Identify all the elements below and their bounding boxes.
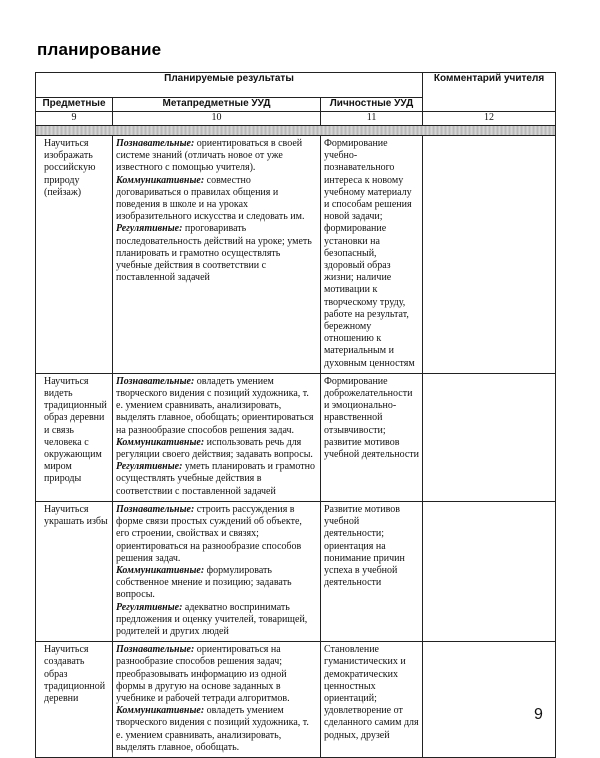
personal-result-cell (321, 642, 423, 758)
meta-paragraph (116, 504, 317, 565)
uud-description: уметь планировать и грамотно осуществлять учебные действия в соответствии с поставленной задачей (116, 461, 315, 497)
personal-result-cell (321, 501, 423, 641)
table-row (36, 501, 556, 641)
personal-result-text: Формирование учебно-познавательного интереса к новому учебному материалу и способам решения новой задачи; формирование установки на безопасный, здоровый образ жизни; наличие мотивации к творческому труду, работе на результат, бережному отношению к материальным и духовным ценностям (324, 138, 415, 369)
meta-subject-cell (113, 501, 321, 641)
subject-result-cell (36, 136, 113, 374)
page-heading: планирование (37, 40, 162, 59)
teacher-comment-text (423, 502, 555, 507)
uud-type-label: Познавательные: (116, 644, 195, 656)
planned-results-header: Планируемые результаты (36, 73, 423, 98)
uud-type-label: Познавательные: (116, 138, 195, 149)
uud-type-label: Коммуникативные: (116, 705, 205, 717)
uud-description: строить рассуждения в форме связи простых суждений об объекте, его строении, свойствах и связях; ориентироваться на разнообразие способов решения задач. (116, 503, 302, 564)
subject-result-cell (36, 501, 113, 641)
meta-subject-cell (113, 642, 321, 758)
subject-result-text: Научиться украшать избы (44, 503, 108, 528)
meta-paragraph (116, 705, 317, 754)
meta-paragraph (116, 602, 317, 639)
personal-result-cell (321, 136, 423, 374)
meta-paragraph (116, 223, 317, 284)
column-number: 9 (36, 112, 113, 126)
teacher-comment-cell (423, 642, 556, 758)
uud-description: ориентироваться на разнообразие способов решения задач; преобразовывать информацию из одной формы в другую на основе заданных в учебнике и рабочей тетради алгоритмов. (116, 644, 290, 704)
meta-subject-cell (113, 136, 321, 374)
uud-description: овладеть умением творческого видения с позиций художника, т. е. умением сравнивать, анализировать, выделять главное, обобщать. (116, 705, 309, 753)
uud-type-label: Регулятивные: (116, 601, 183, 613)
teacher-comment-text (423, 136, 555, 141)
subject-result-cell (36, 642, 113, 758)
page-number: 9 (534, 706, 543, 723)
meta-paragraph (116, 376, 317, 437)
meta-paragraph (116, 644, 317, 705)
uud-type-label: Познавательные: (116, 375, 195, 387)
meta-paragraph (116, 461, 317, 498)
subject-result-cell (36, 373, 113, 501)
column-number: 12 (423, 112, 556, 126)
uud-description: ориентироваться в своей системе знаний (отличать новое от уже известного с помощью учителя). (116, 138, 303, 174)
uud-type-label: Регулятивные: (116, 223, 183, 235)
subject-result-text: Научиться создавать образ традиционной деревни (44, 644, 106, 704)
table-row (36, 373, 556, 501)
meta-paragraph (116, 565, 317, 602)
section-band (36, 126, 556, 136)
uud-type-label: Регулятивные: (116, 461, 183, 473)
table-row (36, 642, 556, 758)
subject-results-header: Предметные (36, 98, 113, 112)
column-number: 11 (321, 112, 423, 126)
uud-description: совместно договариваться о правилах общения и поведения в школе и на уроках изобразительного искусства и следовать им. (116, 174, 305, 223)
teacher-comment-text (423, 642, 555, 647)
meta-subject-cell (113, 373, 321, 501)
uud-description: использовать речь для регуляции своего действия; задавать вопросы. (116, 436, 313, 461)
uud-description: овладеть умением творческого видения с позиций художника, т. е. умением сравнивать, анализировать, выделять главное, обобщать; ориентироваться на разнообразие способов решения задач. (116, 375, 314, 436)
uud-description: формулировать собственное мнение и позицию; задавать вопросы. (116, 564, 292, 601)
uud-type-label: Коммуникативные: (116, 436, 205, 448)
meta-paragraph (116, 437, 317, 461)
table-row (36, 136, 556, 374)
planning-table (35, 72, 556, 758)
column-number: 10 (113, 112, 321, 126)
teacher-comment-text (423, 374, 555, 379)
teacher-comment-cell (423, 373, 556, 501)
meta-subject-header: Метапредметные УУД (113, 98, 321, 112)
uud-description: проговаривать последовательность действий на уроке; уметь планировать и грамотно осуществлять учебные действия в соответствии с поставленной задачей (116, 223, 312, 284)
teacher-comment-cell (423, 501, 556, 641)
meta-paragraph (116, 138, 317, 175)
personal-result-text: Развитие мотивов учебной деятельности; ориентация на понимание причин успеха в учебной деятельности (324, 503, 405, 589)
personal-result-cell (321, 373, 423, 501)
teacher-comment-cell (423, 136, 556, 374)
meta-paragraph (116, 175, 317, 224)
subject-result-text: Научиться изображать российскую природу (пейзаж) (44, 138, 96, 198)
teacher-comment-header: Комментарий учителя (423, 73, 556, 112)
subject-result-text: Научиться видеть традиционный образ деревни и связь человека с окружающим миром природы (44, 375, 107, 485)
personal-result-text: Формирование доброжелательности и эмоционально-нравственной отзывчивости; развитие мотивов учебной деятельности (324, 375, 420, 461)
personal-header: Личностные УУД (321, 98, 423, 112)
uud-type-label: Коммуникативные: (116, 564, 205, 576)
uud-type-label: Познавательные: (116, 503, 195, 515)
personal-result-text: Становление гуманистических и демократических ценностных ориентаций; удовлетворение от сделанного самим для родных, друзей (324, 644, 419, 741)
uud-description: адекватно воспринимать предложения и оценку учителей, товарищей, родителей и других людей (116, 601, 308, 637)
uud-type-label: Коммуникативные: (116, 174, 205, 186)
